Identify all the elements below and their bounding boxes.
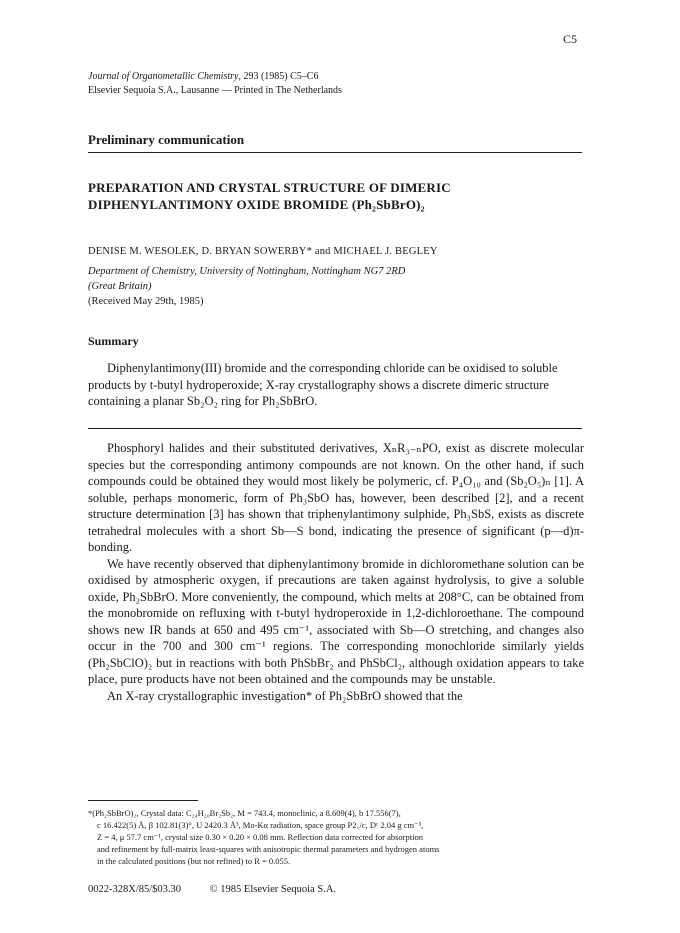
publisher-line: Elsevier Sequoia S.A., Lausanne — Printed in The Netherlands [88, 85, 342, 96]
footnote-line-5: in the calculated positions (but not refined) to R = 0.055. [97, 856, 291, 866]
affiliation [88, 264, 405, 294]
body-paragraph: An X-ray crystallographic investigation* of Ph₂SbBrO showed that the [107, 688, 463, 703]
footnote [88, 807, 582, 867]
page-number: C5 [563, 32, 578, 46]
footnote-line-4: and refinement by full-matrix least-squares with anisotropic thermal parameters and hydrogen atoms [97, 844, 440, 854]
footnote-rule [88, 800, 198, 801]
issn-price: 0022-328X/85/$03.30 [88, 884, 182, 895]
footnote-line-1: *(Ph₂SbBrO)₂, Crystal data: C₂₄H₂₀Br₂Sb₂, M = 743.4, monoclinic, a 8.609(4), b 17.556(7), [88, 808, 401, 818]
summary-heading: Summary [88, 334, 139, 348]
footnote-line-3: Z = 4, μ 57.7 cm⁻¹, crystal size 0.30 × 0.20 × 0.08 mm. Reflection data corrected for absorption [97, 832, 423, 842]
authors: DENISE M. WESOLEK, D. BRYAN SOWERBY* and MICHAEL J. BEGLEY [88, 246, 438, 257]
section-rule [88, 152, 582, 153]
footnote-line-2: c 16.422(5) Å, β 102.81(3)°, U 2420.3 Å³, Mo-Kα radiation, space group P2₁/c, Dᶜ 2.04 g cm⁻³, [97, 820, 424, 830]
body-text [88, 440, 584, 704]
page-footer [88, 884, 362, 895]
article-title [88, 179, 451, 213]
journal-volume-pages: , 293 (1985) C5–C6 [238, 71, 319, 82]
body-paragraph: Phosphoryl halides and their substituted derivatives, XₙR₃₋ₙPO, exist as discrete molecular species but the corresponding antimony compounds are not known. On the other hand, if such compounds could be obtained they would most likely be polymeric, cf. P₄O₁₀ and (Sb₂O₅)ₙ [1]. A soluble, perhaps monomeric, form of Ph₃SbO has, however, been described [2], and a recent structure determination [3] has shown that triphenylantimony sulphide, Ph₃SbS, exists as discrete tetrahedral molecules with a short Sb—S bond, indicating the presence of significant (p—d)π-bonding. [88, 441, 584, 554]
affiliation-line-1: Department of Chemistry, University of Nottingham, Nottingham NG7 2RD [88, 266, 406, 277]
received-date: (Received May 29th, 1985) [88, 296, 204, 307]
affiliation-line-2: (Great Britain) [88, 281, 152, 292]
copyright: © 1985 Elsevier Sequoia S.A. [209, 884, 337, 895]
section-heading: Preliminary communication [88, 132, 245, 147]
journal-name: Journal of Organometallic Chemistry [88, 71, 239, 82]
journal-reference [88, 70, 342, 98]
summary-abstract [88, 360, 584, 410]
title-line-2: DIPHENYLANTIMONY OXIDE BROMIDE (Ph₂SbBrO)₂ [88, 197, 425, 212]
body-paragraph: We have recently observed that diphenylantimony bromide in dichloromethane solution can be oxidised by atmospheric oxygen, if precautions are taken against hydrolysis, to give a soluble oxide, Ph₂SbBrO. More conveniently, the compound, which melts at 208°C, can be obtained from the monobromide on refluxing with t-butyl hydroperoxide in 1,2-dichloroethane. The compound shows new IR bands at 650 and 495 cm⁻¹, associated with Sb—O stretching, and changes also occur in the 700 and 300 cm⁻¹ regions. The corresponding monochloride similarly yields (Ph₂SbClO)₂ but in reactions with both PhSbBr₂ and PhSbCl₂, although oxidation appears to take place, pure products have not been obtained and the compounds may be unstable. [88, 556, 584, 686]
summary-rule [88, 428, 582, 429]
summary-text: Diphenylantimony(III) bromide and the corresponding chloride can be oxidised to soluble products by t-butyl hydroperoxide; X-ray crystallography shows a discrete dimeric structure containing a planar Sb₂O₂ ring for Ph₂SbBrO. [88, 361, 558, 408]
title-line-1: PREPARATION AND CRYSTAL STRUCTURE OF DIMERIC [88, 180, 451, 195]
